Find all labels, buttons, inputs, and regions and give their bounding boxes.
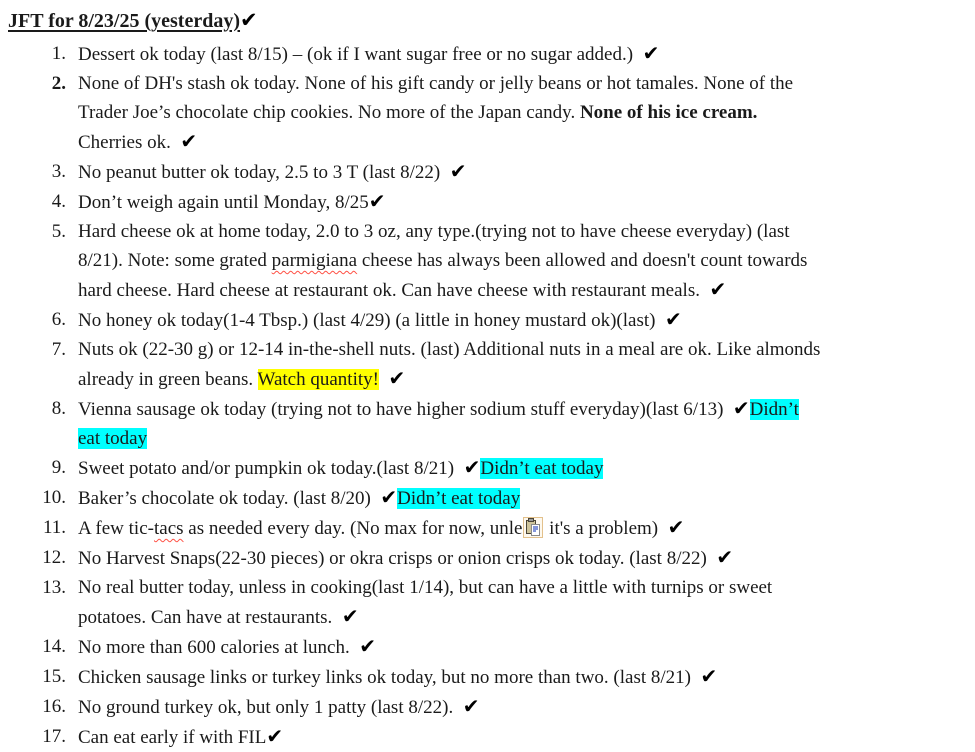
text-run: Watch quantity! <box>257 369 379 390</box>
list-item <box>0 632 975 662</box>
item-text <box>78 485 521 509</box>
list-item <box>0 394 975 453</box>
text-run: tacs <box>153 518 184 539</box>
text-run: No Harvest Snaps(22-30 pieces) or okra crisps or onion crisps ok today. (last 8/22) <box>78 548 717 569</box>
item-number: 9. <box>51 457 66 478</box>
item-number: 4. <box>51 191 66 212</box>
text-run: Can eat early if with FIL <box>78 727 267 748</box>
text-run: A few tic- <box>78 518 154 539</box>
text-run: Sweet potato and/or pumpkin ok today.(last 8/21) <box>78 458 464 479</box>
title-text: JFT for 8/23/25 (yesterday) <box>8 10 241 32</box>
text-run: Trader Joe’s chocolate chip cookies. No more of the Japan candy. <box>78 102 580 123</box>
checkmark-icon: ✔ <box>700 664 718 688</box>
checkmark-icon: ✔ <box>732 396 750 420</box>
text-run: parmigiana <box>271 250 358 271</box>
text-run: Don’t weigh again until Monday, 8/25 <box>78 192 369 213</box>
text-run: No peanut butter ok today, 2.5 to 3 T (last 8/22) <box>78 162 450 183</box>
item-number: 10. <box>42 487 66 508</box>
text-run: None of his ice cream. <box>579 102 758 123</box>
checkmark-icon: ✔ <box>463 455 481 479</box>
text-run: 8/21). Note: some grated <box>78 250 272 271</box>
list-item <box>0 305 975 335</box>
text-run: Cherries ok. <box>78 132 181 153</box>
item-text <box>78 73 793 153</box>
item-number: 1. <box>51 43 66 64</box>
text-run: eat today <box>78 428 148 449</box>
list-item <box>0 453 975 483</box>
text-run: already in green beans. <box>78 369 258 390</box>
text-run: as needed every day. (No max for now, unle <box>183 518 523 539</box>
item-text <box>78 694 480 718</box>
item-number: 14. <box>42 636 66 657</box>
list-item <box>0 692 975 722</box>
list-item <box>0 573 975 632</box>
item-text <box>78 307 682 331</box>
item-number: 2. <box>51 73 66 94</box>
item-number: 13. <box>42 577 66 598</box>
list-item <box>0 217 975 305</box>
list-item <box>0 69 975 157</box>
text-run: No ground turkey ok, but only 1 patty (last 8/22). <box>78 697 463 718</box>
text-run: Didn’t <box>749 399 799 420</box>
text-run: No real butter today, unless in cooking(last 1/14), but can have a little with turnips or sweet <box>78 577 773 598</box>
list-item <box>0 157 975 187</box>
item-text <box>78 159 467 183</box>
item-number: 17. <box>42 726 66 747</box>
page-title <box>8 5 975 36</box>
item-number: 11. <box>42 517 66 538</box>
list-item <box>0 662 975 692</box>
text-run: Hard cheese ok at home today, 2.0 to 3 oz, any type.(trying not to have cheese everyday) (last <box>78 221 790 242</box>
checkmark-icon: ✔ <box>368 189 386 213</box>
text-run: No more than 600 calories at lunch. <box>78 637 360 658</box>
item-number: 3. <box>51 161 66 182</box>
checkmark-icon: ✔ <box>709 277 727 301</box>
text-run: Baker’s chocolate ok today. (last 8/20) <box>78 488 381 509</box>
checkmark-icon: ✔ <box>716 545 734 569</box>
item-text <box>78 396 799 449</box>
list-item <box>0 483 975 513</box>
list-item <box>0 187 975 217</box>
item-text <box>78 455 604 479</box>
text-run: Didn’t eat today <box>397 488 521 509</box>
item-text <box>78 339 820 390</box>
checkmark-icon: ✔ <box>240 8 258 32</box>
paste-options-icon[interactable] <box>523 517 543 538</box>
item-number: 6. <box>51 309 66 330</box>
text-run: No honey ok today(1-4 Tbsp.) (last 4/29) (a little in honey mustard ok)(last) <box>78 310 665 331</box>
list-item <box>0 39 975 69</box>
item-text <box>78 577 772 628</box>
checkmark-icon: ✔ <box>664 307 682 331</box>
item-text <box>78 545 734 569</box>
numbered-list <box>0 39 975 752</box>
text-run: None of DH's stash ok today. None of his gift candy or jelly beans or hot tamales. None of the <box>78 73 794 94</box>
item-number: 7. <box>51 339 66 360</box>
text-run: Dessert ok today (last 8/15) – (ok if I want sugar free or no sugar added.) <box>78 44 643 65</box>
list-item <box>0 513 975 543</box>
item-text <box>78 221 807 301</box>
item-number: 8. <box>51 398 66 419</box>
checkmark-icon: ✔ <box>359 634 376 658</box>
checkmark-icon: ✔ <box>180 129 198 153</box>
checkmark-icon: ✔ <box>449 159 467 183</box>
checkmark-icon: ✔ <box>341 604 359 628</box>
item-text <box>78 189 386 213</box>
text-run: Chicken sausage links or turkey links ok today, but no more than two. (last 8/21) <box>78 667 701 688</box>
checkmark-icon: ✔ <box>462 694 480 718</box>
checkmark-icon: ✔ <box>380 485 398 509</box>
list-item <box>0 335 975 394</box>
item-number: 15. <box>42 666 66 687</box>
text-run: it's a problem) <box>544 518 668 539</box>
item-text <box>78 664 718 688</box>
text-run: hard cheese. Hard cheese at restaurant ok. Can have cheese with restaurant meals. <box>78 280 710 301</box>
item-text <box>78 724 284 748</box>
text-run: Vienna sausage ok today (trying not to have higher sodium stuff everyday)(last 6/13) <box>78 399 733 420</box>
text-run: Nuts ok (22-30 g) or 12-14 in-the-shell nuts. (last) Additional nuts in a meal are ok. Like almonds <box>78 339 821 360</box>
item-number: 16. <box>42 696 66 717</box>
item-text <box>78 515 685 539</box>
text-run: Didn’t eat today <box>480 458 604 479</box>
text-run: potatoes. Can have at restaurants. <box>78 607 342 628</box>
checkmark-icon: ✔ <box>388 366 406 390</box>
list-item <box>0 543 975 573</box>
checkmark-icon: ✔ <box>667 515 685 539</box>
item-text <box>78 634 376 658</box>
item-text <box>78 41 660 65</box>
text-run: cheese has always been allowed and doesn't count towards <box>357 250 808 271</box>
item-number: 12. <box>42 547 66 568</box>
checkmark-icon: ✔ <box>642 41 660 65</box>
item-number: 5. <box>51 221 66 242</box>
checkmark-icon: ✔ <box>266 724 284 748</box>
